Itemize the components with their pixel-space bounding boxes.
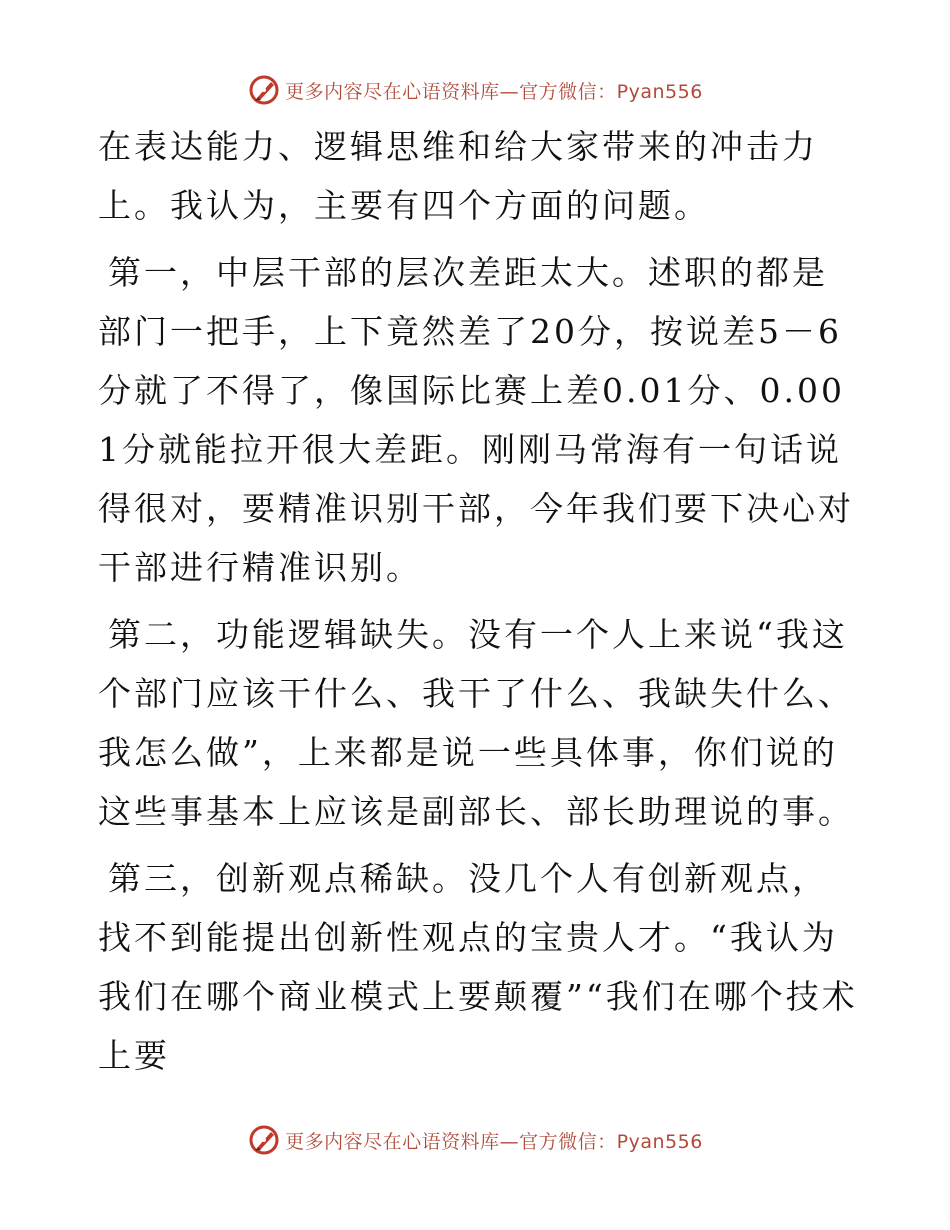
footer-banner — [0, 1120, 950, 1160]
paragraph-point-one: 第一，中层干部的层次差距太大。述职的都是部门一把手，上下竟然差了20分，按说差5－6分就了不得了，像国际比赛上差0.01分、0.001分就能拉开很大差距。刚刚马常海有一句话说得很对，要精准识别干部，今年我们要下决心对干部进行精准识别。 — [98, 253, 854, 587]
paragraph-point-two: 第二，功能逻辑缺失。没有一个人上来说“我这个部门应该干什么、我干了什么、我缺失什么、我怎么做”，上来都是说一些具体事，你们说的这些事基本上应该是副部长、部长助理说的事。 — [98, 615, 854, 831]
paragraph-intro: 在表达能力、逻辑思维和给大家带来的冲击力上。我认为，主要有四个方面的问题。 — [98, 127, 818, 225]
footer-banner-text: 更多内容尽在心语资料库—官方微信：Pyan556 — [285, 1130, 703, 1153]
red-quill-logo-icon — [247, 73, 281, 107]
header-banner-text: 更多内容尽在心语资料库—官方微信：Pyan556 — [285, 80, 703, 103]
header-banner — [0, 70, 950, 110]
red-quill-logo-icon — [247, 1123, 281, 1157]
paragraph-point-three: 第三，创新观点稀缺。没几个人有创新观点，找不到能提出创新性观点的宝贵人才。“我认为我们在哪个商业模式上要颠覆”“我们在哪个技术上要 — [98, 859, 858, 1075]
document-body — [98, 117, 858, 1093]
